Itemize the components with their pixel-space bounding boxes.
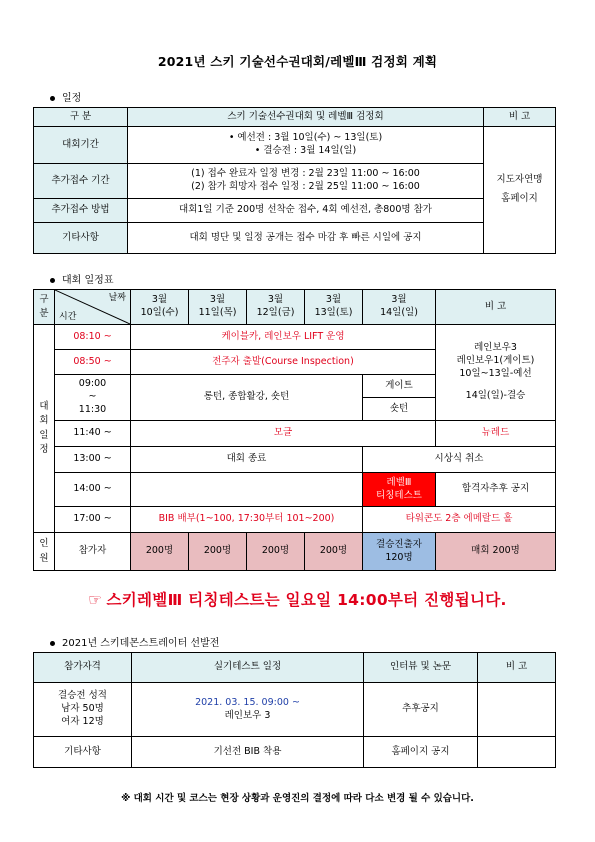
table-row [34,108,556,127]
note-line: 지도자연맹 [496,174,543,186]
event-cell: 게이트 [363,375,436,398]
event-cell: 숏턴 [363,398,436,421]
header-cell: 스키 기술선수권대회 및 레벨Ⅲ 검정회 [128,108,484,127]
finalists-cell [363,533,436,571]
schedule-heading-text: 일정 [62,93,82,104]
schedule-side-label [34,325,55,533]
side-char: 원 [39,552,49,564]
time-cell: 11:40 ~ [55,421,131,447]
notice-banner [0,588,595,610]
table-row [34,533,556,571]
date-header [189,290,247,325]
event-cell: 모글 [131,421,436,447]
date-day: 10일(수) [140,307,179,318]
note-cell [484,127,556,254]
date-month: 3월 [151,294,168,306]
row-label: 추가접수 기간 [34,164,128,199]
date-month: 3월 [325,294,342,306]
header-cell: 참가자격 [34,653,132,683]
side-char: 회 [39,415,49,427]
event-cell: BIB 배부(1~100, 17:30부터 101~200) [131,507,363,533]
venue-note [436,325,556,421]
venue-line: 14일(일)-결승 [465,390,526,402]
date-header [305,290,363,325]
table-cell [478,737,556,768]
people-side-label [34,533,55,571]
time-line: 11:30 [78,403,107,415]
date-day: 13일(토) [314,307,353,318]
page-title: 2021년 스키 기술선수권대회/레벨Ⅲ 검정회 계획 [157,54,438,69]
people-count: 200명 [189,533,247,571]
time-line: 09:00 [78,378,107,390]
notice-text: 스키레벨Ⅲ 티칭테스트는 일요일 14:00부터 진행됩니다. [106,591,507,609]
side-char: 대 [39,401,49,412]
table-cell: 홈페이지 공지 [364,737,478,768]
table-cell [128,164,484,199]
row-label: 기타사항 [34,223,128,254]
time-cell: 17:00 ~ [55,507,131,533]
cell-line: • 결승전 : 3월 14일(일) [254,145,357,156]
finalists-line: 결승진출자 [376,538,422,550]
table-row [34,199,556,223]
table-row [34,447,556,473]
timetable-heading-text: 대회 일정표 [62,275,114,286]
corner-label [34,290,55,325]
timetable-table [33,289,556,571]
header-cell: 실기테스트 일정 [132,653,364,683]
table-cell: 대회1일 기준 200명 선착순 접수, 4회 예선전, 총800명 참가 [128,199,484,223]
timetable-heading [50,271,113,286]
date-month: 3월 [391,294,407,306]
event-cell: 대회 종료 [131,447,363,473]
header-cell: 비 고 [484,108,556,127]
schedule-table [33,107,556,254]
table-row [34,653,556,683]
pointing-hand-icon: ☞ [88,591,103,609]
bullet-icon [50,278,55,283]
venue-line: 레인보우3 [474,341,517,353]
label-line: 결승전 성적 [58,690,107,702]
table-row [34,290,556,325]
table-cell: 대회 명단 및 일정 공개는 접수 마감 후 빠른 시일에 공지 [128,223,484,254]
note-cell: 뉴레드 [436,421,556,447]
header-cell: 구 분 [34,108,128,127]
side-char: 인 [39,538,49,550]
table-row [34,127,556,164]
header-cell: 인터뷰 및 논문 [364,653,478,683]
event-cell: 케이블카, 레인보우 LIFT 운영 [131,325,436,350]
event-cell: 전주자 출발(Course Inspection) [131,350,436,375]
table-cell [478,683,556,737]
row-label: 대회기간 [34,127,128,164]
people-count: 200명 [131,533,189,571]
row-label [34,683,132,737]
cell-line: (2) 참가 희망자 접수 일정 : 2월 25일 11:00 ~ 16:00 [191,181,420,192]
demo-heading-text: 2021년 스키데몬스트레이터 선발전 [62,638,220,649]
row-label: 기타사항 [34,737,132,768]
diag-bottom-label: 시간 [59,311,77,322]
schedule-heading [50,89,81,104]
side-char: 일 [39,429,49,441]
date-header [363,290,436,325]
event-cell [131,473,363,507]
table-row [34,473,556,507]
date-header [247,290,305,325]
people-count: 200명 [247,533,305,571]
table-cell: 기선전 BIB 착용 [132,737,364,768]
time-line: ~ [88,391,97,403]
diag-top-label: 날짜 [108,293,126,303]
time-cell [55,375,131,421]
level-line: 티칭테스트 [376,489,422,501]
table-row [34,421,556,447]
venue-line: 레인보우1(게이트) [456,354,535,366]
note-header: 비 고 [436,290,556,325]
table-cell [132,683,364,737]
table-row [34,737,556,768]
side-char: 정 [39,443,49,455]
row-label: 추가접수 방법 [34,199,128,223]
note-cell: 시상식 취소 [363,447,556,473]
date-day: 12일(금) [256,307,295,318]
schedule-line: 레인보우 3 [224,709,271,721]
level-line: 레벨Ⅲ [386,476,412,488]
table-row [34,683,556,737]
finalists-line: 120명 [385,551,413,563]
note-cell: 합격자추후 공지 [436,473,556,507]
table-cell: 추후공지 [364,683,478,737]
note-cell: 타워콘도 2층 에메랄드 홀 [363,507,556,533]
event-cell: 롱턴, 종합활강, 숏턴 [131,375,363,421]
note-line: 홈페이지 [501,193,538,204]
cell-line: (1) 접수 완료자 일정 변경 : 2월 23일 11:00 ~ 16:00 [191,168,420,180]
demo-table [33,652,556,768]
bullet-icon [50,641,55,646]
venue-line: 10일~13일-예선 [459,367,532,379]
people-note: 매회 200명 [436,533,556,571]
date-day: 14일(일) [380,307,418,318]
table-row [34,325,556,350]
label-line: 여자 12명 [61,715,104,727]
footnote: ※ 대회 시간 및 코스는 현장 상황과 운영진의 결정에 따라 다소 변경 될 수 있습니다. [121,793,474,804]
table-row [34,507,556,533]
date-month: 3월 [267,294,284,306]
table-row [34,164,556,199]
cell-line: • 예선전 : 3월 10일(수) ~ 13일(토) [228,132,383,144]
header-cell: 비 고 [478,653,556,683]
corner-label-b: 분 [39,308,49,319]
date-day: 11일(목) [198,307,237,318]
level-test-cell [363,473,436,507]
table-row [34,223,556,254]
schedule-line: 2021. 03. 15. 09:00 ~ [195,696,300,708]
people-count: 200명 [305,533,363,571]
table-cell [128,127,484,164]
time-cell: 13:00 ~ [55,447,131,473]
date-header [131,290,189,325]
people-label: 참가자 [55,533,131,571]
label-line: 남자 50명 [61,703,104,715]
time-cell: 08:50 ~ [55,350,131,375]
demo-heading [50,634,219,649]
time-cell: 08:10 ~ [55,325,131,350]
date-month: 3월 [209,294,226,306]
corner-label-a: 구 [39,293,49,305]
time-cell: 14:00 ~ [55,473,131,507]
diagonal-header [55,290,131,325]
bullet-icon [50,96,55,101]
